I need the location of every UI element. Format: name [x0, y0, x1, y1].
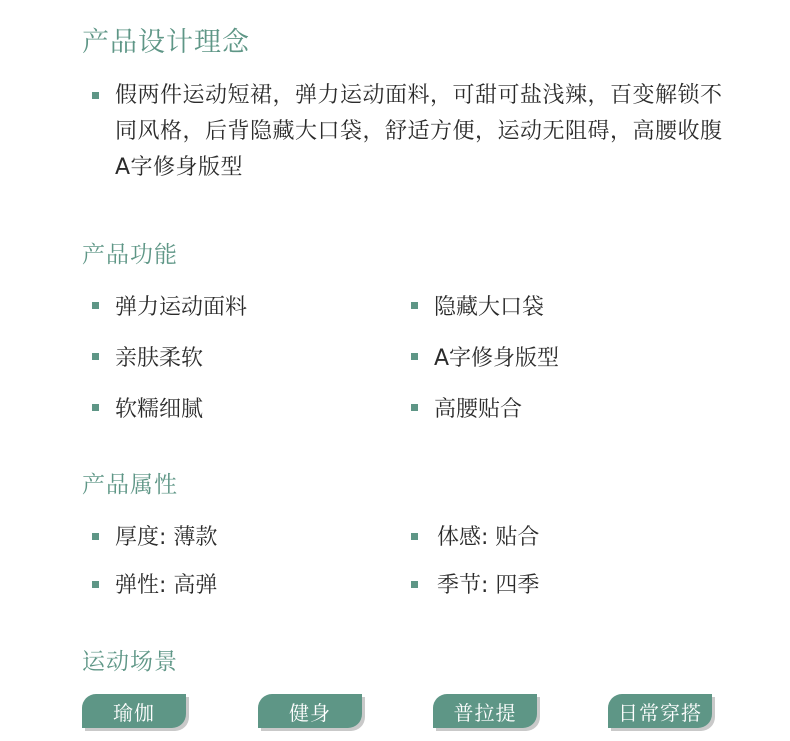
function-item: A字修身版型	[434, 346, 560, 371]
bullet-marker	[92, 92, 99, 99]
function-item: 弹力运动面料	[115, 295, 248, 320]
design-section-title: 产品设计理念	[82, 27, 250, 58]
scene-tag-daily-wear: 日常穿搭	[608, 694, 712, 728]
scene-tag-yoga: 瑜伽	[82, 694, 186, 728]
bullet-marker	[92, 533, 99, 540]
bullet-marker	[92, 302, 99, 309]
function-item: 隐藏大口袋	[434, 295, 545, 320]
function-item: 软糯细腻	[115, 397, 204, 422]
attributes-section-title: 产品属性	[82, 472, 178, 498]
bullet-marker	[411, 353, 418, 360]
bullet-marker	[411, 302, 418, 309]
functions-section-title: 产品功能	[82, 242, 178, 268]
attribute-item: 厚度: 薄款	[115, 525, 218, 550]
bullet-marker	[92, 353, 99, 360]
bullet-marker	[411, 404, 418, 411]
bullet-marker	[92, 404, 99, 411]
attribute-item: 体感: 贴合	[437, 525, 540, 550]
scene-tag-fitness: 健身	[258, 694, 362, 728]
scene-tag-pilates: 普拉提	[433, 694, 537, 728]
function-item: 亲肤柔软	[115, 346, 204, 371]
bullet-marker	[411, 581, 418, 588]
bullet-marker	[411, 533, 418, 540]
bullet-marker	[92, 581, 99, 588]
attribute-item: 弹性: 高弹	[115, 573, 218, 598]
function-item: 高腰贴合	[434, 397, 523, 422]
attribute-item: 季节: 四季	[437, 573, 540, 598]
scenes-section-title: 运动场景	[82, 649, 178, 675]
design-description: 假两件运动短裙，弹力运动面料，可甜可盐浅辣，百变解锁不同风格，后背隐藏大口袋，舒适方便，运动无阻碍，高腰收腹A字修身版型	[115, 83, 723, 180]
